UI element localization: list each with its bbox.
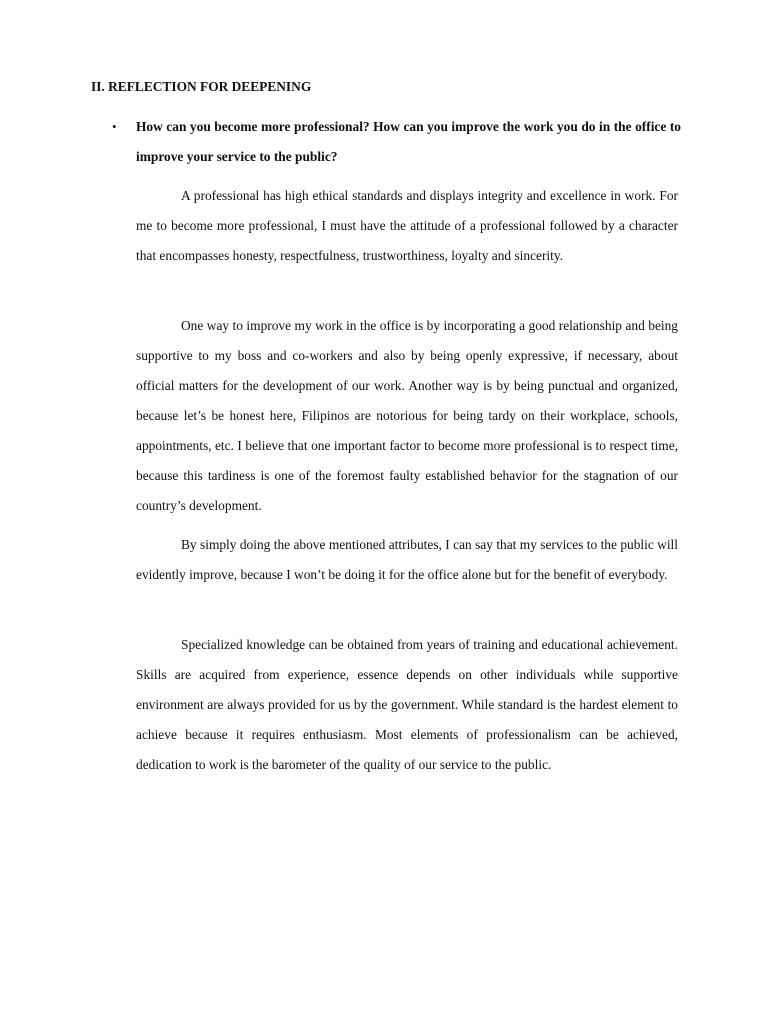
paragraph-1: A professional has high ethical standards and displays integrity and excellence in work. For me to become more professional, I must have the attitude of a professional followed by a character that encompasses honesty, respectfulness, trustworthiness, loyalty and sincerity. <box>136 188 678 263</box>
reflection-question: How can you become more professional? How can you improve the work you do in the office to improve your service to the public? <box>136 119 681 164</box>
bullet-question-item <box>112 117 681 172</box>
paragraph-4: Specialized knowledge can be obtained from years of training and educational achievement. Skills are acquired from experience, essence depends on other individuals while supportive environment are always provided for us by the government. While standard is the hardest element to achieve because it requires enthusiasm. Most elements of professionalism can be achieved, dedication to work is the barometer of the quality of our service to the public. <box>136 637 678 772</box>
paragraph-2: One way to improve my work in the office is by incorporating a good relationship and being supportive to my boss and co-workers and also by being openly expressive, if necessary, about official matters for the development of our work. Another way is by being punctual and organized, because let’s be honest here, Filipinos are notorious for being tardy on their workplace, schools, appointments, etc. I believe that one important factor to become more professional is to respect time, because this tardiness is one of the foremost faulty established behavior for the stagnation of our country’s development. <box>136 318 678 513</box>
bullet-icon: • <box>112 119 117 134</box>
paragraph-3: By simply doing the above mentioned attributes, I can say that my services to the public will evidently improve, because I won’t be doing it for the office alone but for the benefit of everybody. <box>136 537 678 582</box>
section-heading: II. REFLECTION FOR DEEPENING <box>91 79 312 94</box>
